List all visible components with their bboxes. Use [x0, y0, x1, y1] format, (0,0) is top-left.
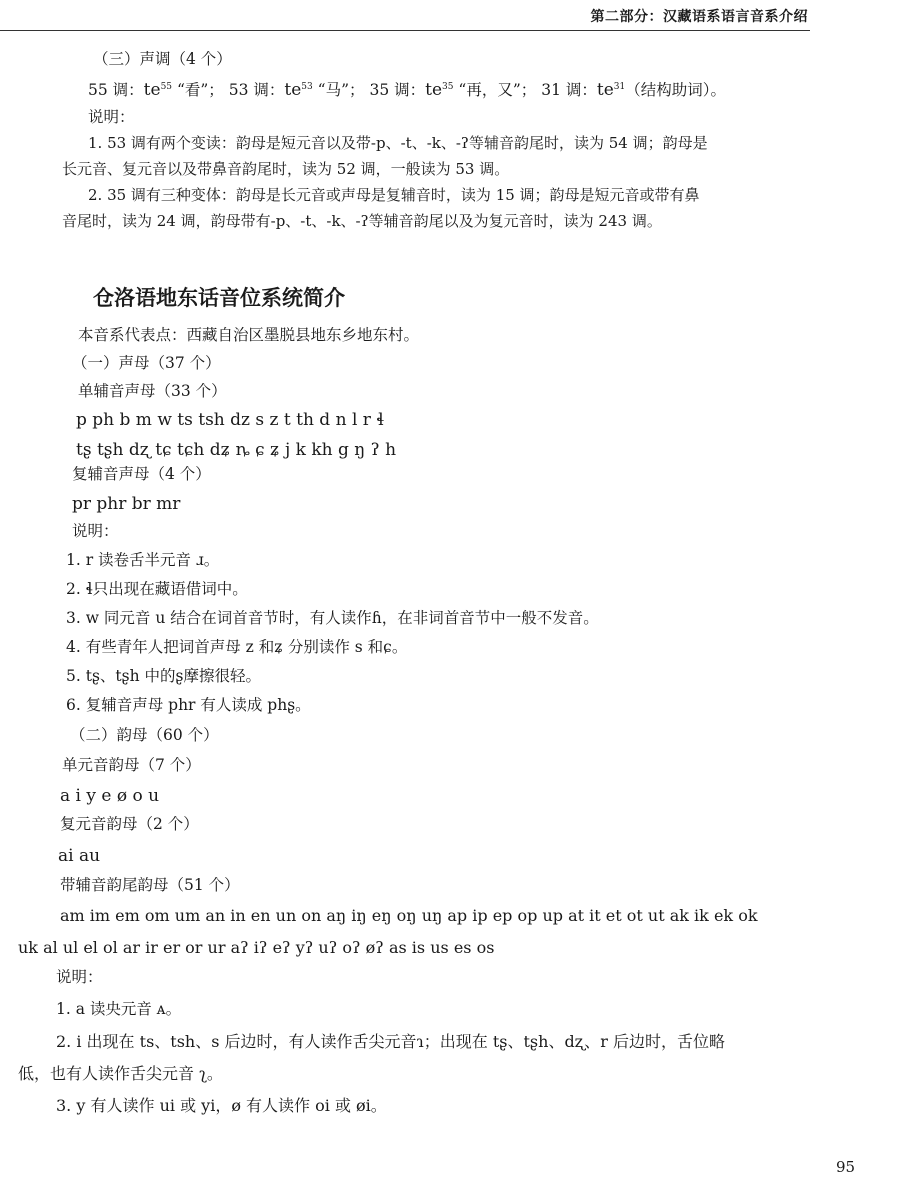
page-number: 95: [836, 1158, 856, 1176]
section-title: 仓洛语地东话音位系统简介: [93, 286, 345, 310]
tone-31-base: te: [596, 80, 614, 100]
tones-note2-line2: 音尾时，读为 24 调，韵母带有-p、-t、-k、-ʔ等辅音韵尾以及为复元音时，读为 243 调。: [62, 212, 662, 230]
tones-note1-line2: 长元音、复元音以及带鼻音韵尾时，读为 52 调，一般读为 53 调。: [62, 160, 510, 178]
single-initials-row2: tʂ tʂh dʐ tɕ tɕh dʑ ȵ ɕ ʑ j k kh g ŋ ʔ h: [76, 440, 397, 460]
single-initials-row1: p ph b m w ts tsh dz s z t th d n l r ɬ: [76, 410, 385, 430]
single-initials-heading: 单辅音声母（33 个）: [78, 382, 227, 400]
initials-note-3: 3. w 同元音 u 结合在词首音节时，有人读作ɦ，在非词首音节中一般不发音。: [66, 609, 599, 627]
coda-row2: uk al ul el ol ar ir er or ur aʔ iʔ eʔ yʔ uʔ oʔ øʔ as is us es os: [18, 938, 495, 957]
tone-55-gloss: “看”；: [172, 81, 224, 99]
tone-55-sup: 55: [160, 81, 173, 92]
tone-55-base: te: [143, 80, 161, 100]
tone-31-gloss: （结构助词）。: [625, 81, 726, 99]
finals-note-3: 3. y 有人读作 ui 或 yi，ø 有人读作 oi 或 øi。: [56, 1096, 387, 1115]
running-header: 第二部分：汉藏语系语言音系介绍: [590, 9, 808, 25]
complex-initials-row: pr phr br mr: [72, 494, 181, 514]
initials-note-1: 1. r 读卷舌半元音 ɹ。: [66, 551, 220, 569]
header-rule: [0, 30, 810, 31]
tone-55-label: 55 调：: [88, 81, 144, 99]
tone-31-label: 31 调：: [541, 81, 597, 99]
tones-note2-line1: 2. 35 调有三种变体：韵母是长元音或声母是复辅音时，读为 15 调；韵母是短元音或带有鼻: [88, 186, 700, 204]
tone-35-gloss: “再，又”；: [453, 81, 537, 99]
monophthong-heading: 单元音韵母（7 个）: [62, 756, 201, 774]
tones-heading: （三）声调（4 个）: [93, 50, 232, 68]
intro-text: 本音系代表点：西藏自治区墨脱县地东乡地东村。: [78, 326, 420, 344]
coda-heading: 带辅音韵尾韵母（51 个）: [60, 876, 240, 894]
tone-53-base: te: [284, 80, 302, 100]
finals-note-2-line2: 低，也有人读作舌尖元音 ʅ。: [18, 1064, 223, 1083]
coda-row1: am im em om um an in en un on aŋ iŋ eŋ oŋ uŋ ap ip ep op up at it et ot ut ak ik ek ok: [60, 906, 758, 925]
monophthong-row: a i y e ø o u: [60, 786, 160, 806]
diphthong-heading: 复元音韵母（2 个）: [60, 815, 199, 833]
tones-note-label: 说明：: [88, 108, 135, 126]
initials-notes-label: 说明：: [72, 522, 119, 540]
finals-note-1: 1. a 读央元音 ᴀ。: [56, 1000, 182, 1018]
initials-note-6: 6. 复辅音声母 phr 有人读成 phʂ。: [66, 696, 311, 714]
tone-35-base: te: [425, 80, 443, 100]
tone-35-sup: 35: [442, 81, 454, 92]
initials-note-2: 2. ɬ只出现在藏语借词中。: [66, 580, 248, 598]
finals-notes-label: 说明：: [56, 968, 103, 986]
complex-initials-heading: 复辅音声母（4 个）: [72, 465, 211, 483]
diphthong-row: ai au: [58, 846, 101, 866]
tones-note1-line1: 1. 53 调有两个变读：韵母是短元音以及带-p、-t、-k、-ʔ等辅音韵尾时，读为 54 调；韵母是: [88, 134, 708, 152]
initials-note-5: 5. tʂ、tʂh 中的ʂ摩擦很轻。: [66, 667, 261, 685]
finals-heading: （二）韵母（60 个）: [70, 726, 219, 744]
tone-examples-line: [88, 80, 726, 100]
tone-53-gloss: “马”；: [312, 81, 365, 99]
tone-53-label: 53 调：: [228, 81, 285, 99]
tone-53-sup: 53: [301, 81, 313, 92]
tone-35-label: 35 调：: [369, 81, 426, 99]
tone-31-sup: 31: [613, 81, 626, 92]
initials-heading: （一）声母（37 个）: [72, 354, 221, 372]
initials-note-4: 4. 有些青年人把词首声母 z 和ʑ 分别读作 s 和ɕ。: [66, 638, 408, 656]
finals-note-2-line1: 2. i 出现在 ts、tsh、s 后边时，有人读作舌尖元音ɿ；出现在 tʂ、tʂh、dʐ、r 后边时，舌位略: [56, 1032, 725, 1051]
